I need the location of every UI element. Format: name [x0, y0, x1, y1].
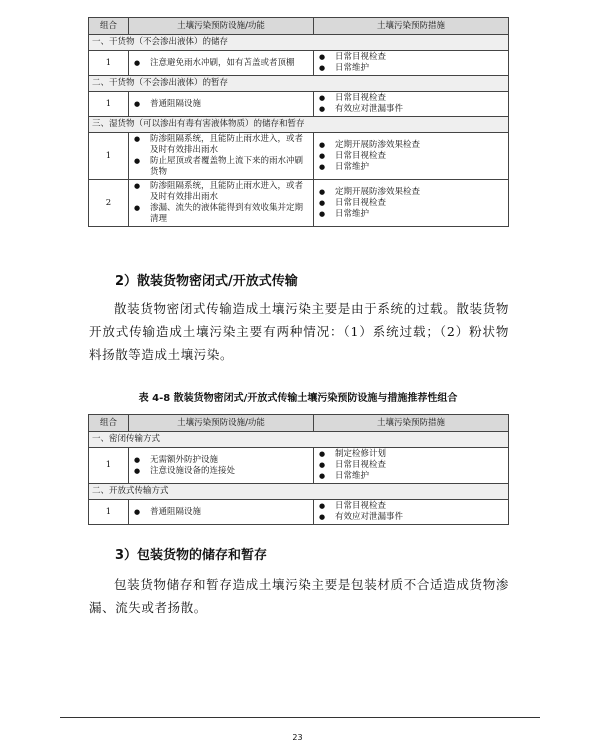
bullet-list — [132, 181, 310, 225]
row-index: 1 — [89, 92, 129, 117]
measure-cell — [314, 92, 509, 117]
list-item: ● 防渗阻隔系统，且能防止雨水进入，或者及时有效排出雨水 — [132, 181, 310, 203]
list-item: ● 日常维护 — [317, 471, 505, 482]
list-item: ● 定期开展防渗效果检查 — [317, 187, 505, 198]
table-row — [89, 92, 509, 117]
section-row — [89, 76, 509, 92]
section-title: 二、干货物（不会渗出液体）的暂存 — [89, 76, 509, 92]
list-item: ● 日常目视检查 — [317, 93, 505, 104]
bullet-list — [317, 501, 505, 523]
section-heading: 2）散装货物密闭式/开放式传输 — [115, 274, 298, 289]
bullet-list — [317, 140, 505, 173]
row-index: 1 — [89, 448, 129, 484]
table-row — [89, 51, 509, 76]
section-heading: 3）包装货物的储存和暂存 — [115, 548, 268, 563]
table-caption: 表 4-8 散装货物密闭式/开放式传输土壤污染预防设施与措施推荐性组合 — [138, 393, 458, 404]
measure-cell — [314, 180, 509, 227]
storage-measures-table — [88, 17, 509, 227]
section-row — [89, 35, 509, 51]
measure-cell — [314, 133, 509, 180]
section-title: 一、干货物（不会渗出液体）的储存 — [89, 35, 509, 51]
facility-cell — [129, 448, 314, 484]
list-item: ● 普通阻隔设施 — [132, 99, 310, 110]
measure-cell — [314, 51, 509, 76]
list-item: ● 渗漏、流失的液体能得到有效收集并定期清理 — [132, 203, 310, 225]
bullet-list — [132, 455, 310, 477]
table-header-row — [89, 415, 509, 432]
list-item: ● 有效应对泄漏事件 — [317, 512, 505, 523]
list-item: ● 日常目视检查 — [317, 151, 505, 162]
table-row — [89, 448, 509, 484]
list-item: ● 日常维护 — [317, 209, 505, 220]
table-header-row — [89, 18, 509, 35]
facility-cell — [129, 180, 314, 227]
section-row — [89, 117, 509, 133]
row-index: 1 — [89, 500, 129, 525]
list-item: ● 日常目视检查 — [317, 501, 505, 512]
section-title: 二、开放式传输方式 — [89, 484, 509, 500]
transport-measures-table — [88, 414, 509, 525]
list-item: ● 日常维护 — [317, 162, 505, 173]
list-item: ● 无需额外防护设施 — [132, 455, 310, 466]
footer-divider — [60, 717, 540, 718]
section-row — [89, 484, 509, 500]
facility-cell — [129, 133, 314, 180]
table-row — [89, 180, 509, 227]
list-item: ● 日常目视检查 — [317, 198, 505, 209]
body-paragraph: 包装货物储存和暂存造成土壤污染主要是包装材质不合适造成货物渗漏、流失或者扬散。 — [89, 577, 509, 615]
column-header: 土壤污染预防设施/功能 — [129, 18, 314, 35]
list-item: ● 制定检修计划 — [317, 449, 505, 460]
list-item: ● 日常目视检查 — [317, 460, 505, 471]
bullet-list — [132, 58, 310, 69]
column-header: 土壤污染预防设施/功能 — [129, 415, 314, 432]
row-index: 2 — [89, 180, 129, 227]
bullet-list — [132, 507, 310, 518]
row-index: 1 — [89, 51, 129, 76]
column-header: 组合 — [89, 415, 129, 432]
list-item: ● 注意设施设备的连接处 — [132, 466, 310, 477]
facility-cell — [129, 92, 314, 117]
bullet-list — [317, 52, 505, 74]
list-item: ● 定期开展防渗效果检查 — [317, 140, 505, 151]
facility-cell — [129, 500, 314, 525]
list-item: ● 日常目视检查 — [317, 52, 505, 63]
list-item: ● 注意避免雨水冲刷，如有苫盖或者顶棚 — [132, 58, 310, 69]
bullet-list — [132, 134, 310, 178]
section-title: 一、密闭传输方式 — [89, 432, 509, 448]
section-title: 三、湿货物（可以渗出有毒有害液体物质）的储存和暂存 — [89, 117, 509, 133]
list-item: ● 防止屋顶或者覆盖物上流下来的雨水冲刷货物 — [132, 156, 310, 178]
page-number: 23 — [292, 733, 303, 742]
column-header: 土壤污染预防措施 — [314, 18, 509, 35]
table-row — [89, 500, 509, 525]
list-item: ● 日常维护 — [317, 63, 505, 74]
section-row — [89, 432, 509, 448]
list-item: ● 防渗阻隔系统，且能防止雨水进入，或者及时有效排出雨水 — [132, 134, 310, 156]
bullet-list — [317, 93, 505, 115]
body-paragraph: 散装货物密闭式传输造成土壤污染主要是由于系统的过载。散装货物开放式传输造成土壤污染主要有两种情况：（1）系统过载；（2）粉状物料扬散等造成土壤污染。 — [89, 301, 509, 362]
measure-cell — [314, 500, 509, 525]
column-header: 土壤污染预防措施 — [314, 415, 509, 432]
bullet-list — [317, 449, 505, 482]
bullet-list — [132, 99, 310, 110]
table-row — [89, 133, 509, 180]
list-item: ● 普通阻隔设施 — [132, 507, 310, 518]
bullet-list — [317, 187, 505, 220]
measure-cell — [314, 448, 509, 484]
facility-cell — [129, 51, 314, 76]
row-index: 1 — [89, 133, 129, 180]
column-header: 组合 — [89, 18, 129, 35]
list-item: ● 有效应对泄漏事件 — [317, 104, 505, 115]
